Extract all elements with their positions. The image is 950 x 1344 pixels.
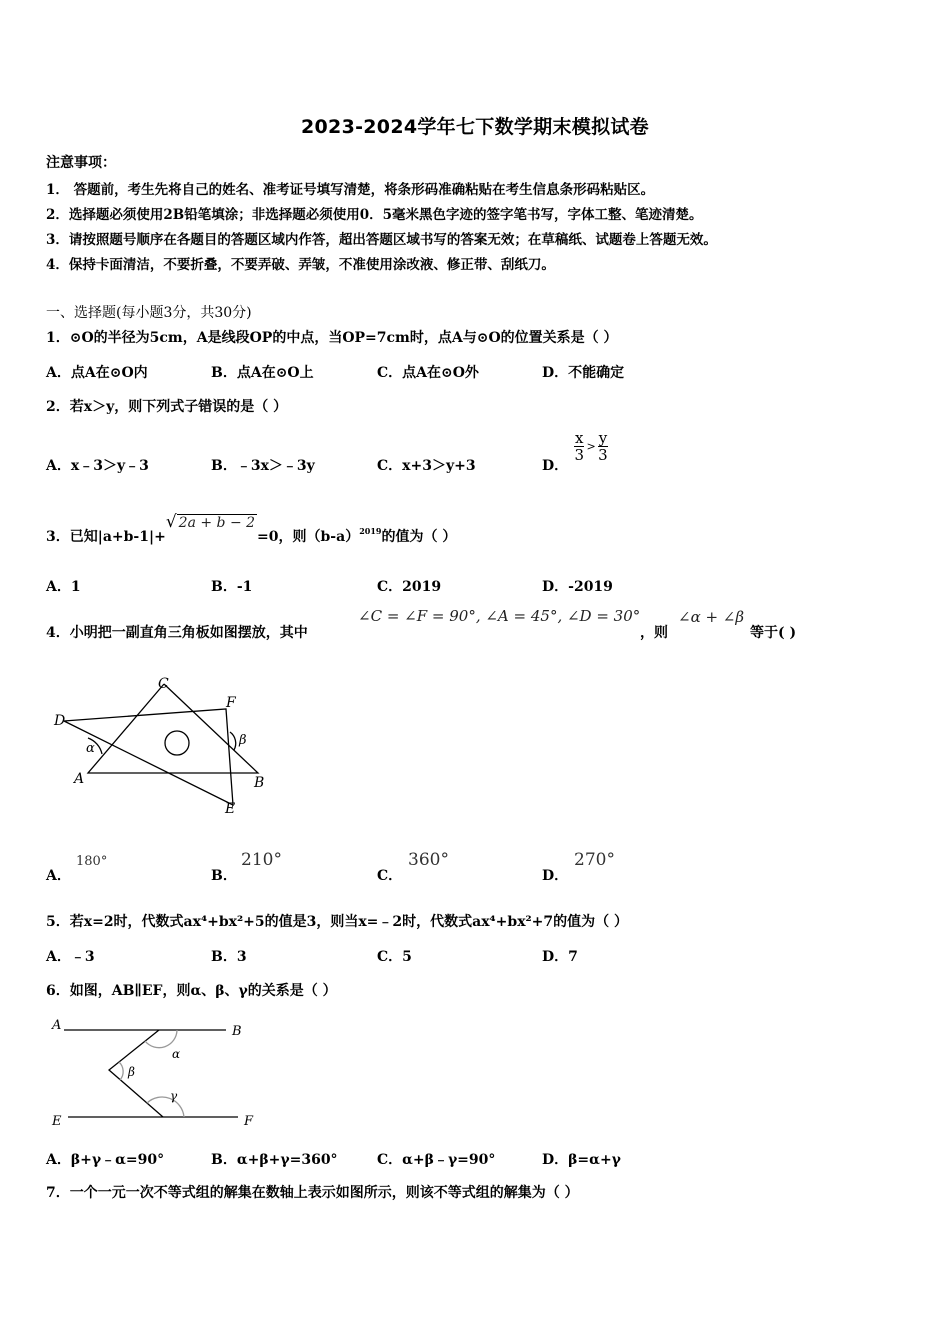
alpha-arc [145,1030,177,1048]
q7-stem: 7．一个一元一次不等式组的解集在数轴上表示如图所示，则该不等式组的解集为（ ） [46,1185,579,1201]
label-c: C [158,676,169,692]
q4-option-a[interactable]: A． [46,868,71,884]
notice-heading: 注意事项： [46,155,116,171]
q2-frac-right-den: 3 [598,446,608,464]
q2-option-b[interactable]: B．﹣3x＞﹣3y [211,458,315,474]
q2-option-a[interactable]: A．x﹣3＞y﹣3 [46,458,149,474]
q2-option-c[interactable]: C．x+3＞y+3 [377,458,476,474]
label-b: B [232,1024,242,1039]
q2-option-d[interactable]: D． [542,458,569,474]
q6-parallel-lines-figure [46,1012,276,1132]
q2-frac-right-num: y [598,429,608,447]
label-beta: β [128,1065,135,1079]
beta-arc [119,1062,123,1080]
q6-option-b[interactable]: B．α+β+γ=360° [211,1152,338,1168]
triangle-def [64,709,233,805]
q4-option-b[interactable]: B． [211,868,237,884]
label-e: E [225,801,236,817]
q4-option-c-value: 360° [408,850,449,870]
q6-option-c[interactable]: C．α+β﹣γ=90° [377,1152,496,1168]
q3-option-a[interactable]: A．1 [46,579,81,595]
q2-frac-left-num: x [575,429,584,447]
label-f: F [244,1114,254,1129]
q4-stem-post: 等于( ) [750,625,797,641]
label-alpha: α [172,1047,181,1061]
q3-option-b[interactable]: B．-1 [211,579,253,595]
label-e: E [52,1114,62,1129]
q1-option-c[interactable]: C．点A在⊙O外 [377,365,479,381]
q1-option-b[interactable]: B．点A在⊙O上 [211,365,314,381]
q3-exponent: 2019 [359,526,382,536]
sqrt-symbol-icon: √ [165,512,177,532]
zigzag-line [109,1030,163,1117]
q4-option-c[interactable]: C． [377,868,403,884]
q5-option-c[interactable]: C．5 [377,949,412,965]
q5-option-a[interactable]: A．﹣3 [46,949,95,965]
q3-radicand: 2a + b − 2 [178,515,256,531]
q4-stem-pre: 4．小明把一副直角三角板如图摆放，其中 [46,625,308,641]
q3-option-d[interactable]: D．-2019 [542,579,613,595]
q2-frac-op: > [586,440,596,453]
label-a: A [52,1018,62,1033]
q4-option-b-value: 210° [241,850,282,870]
label-beta: β [239,733,247,748]
q6-option-d[interactable]: D．β=α+γ [542,1152,621,1168]
label-a: A [74,771,85,787]
q4-expression: ∠α + ∠β [678,608,745,626]
label-alpha: α [86,741,95,756]
label-f: F [226,695,236,711]
q5-option-d[interactable]: D．7 [542,949,578,965]
q3-option-c[interactable]: C．2019 [377,579,442,595]
q4-triangles-figure [50,670,280,820]
q3-stem-post: 的值为（ ） [381,529,457,545]
q5-stem: 5．若x=2时，代数式ax⁴+bx²+5的值是3，则当x=﹣2时，代数式ax⁴+bx²+7的值为（ ） [46,914,629,930]
q4-condition: ∠C = ∠F = 90°, ∠A = 45°, ∠D = 30° [358,607,641,625]
q4-stem-mid: ，则 [640,625,668,641]
q3-stem-pre: 3．已知|a+b-1|+ [46,529,166,545]
label-gamma: γ [170,1089,178,1103]
q1-option-a[interactable]: A．点A在⊙O内 [46,365,148,381]
q2-frac-left-den: 3 [574,446,584,464]
q3-stem-mid: =0，则（b-a） [257,529,360,545]
section-heading: 一、选择题(每小题3分，共30分) [46,305,252,321]
q1-stem: 1．⊙O的半径为5cm，A是线段OP的中点，当OP=7cm时，点A与⊙O的位置关系是（ ） [46,330,618,346]
q3-stem [46,512,457,546]
q2-option-d-expression [574,430,608,463]
q4-option-d-value: 270° [574,850,615,870]
gamma-arc [147,1097,184,1117]
notice-item-1: 1． 答题前，考生先将自己的姓名、准考证号填写清楚，将条形码准确粘贴在考生信息条形码粘贴区。 [46,182,655,198]
q4-option-d[interactable]: D． [542,868,569,884]
notice-item-2: 2．选择题必须使用2B铅笔填涂；非选择题必须使用0．5毫米黑色字迹的签字笔书写，字体工整、笔迹清楚。 [46,207,703,223]
q3-sqrt [166,512,257,532]
q4-option-a-value: 180° [76,854,108,869]
notice-item-4: 4．保持卡面清洁，不要折叠，不要弄破、弄皱，不准使用涂改液、修正带、刮纸刀。 [46,257,555,273]
label-b: B [254,775,265,791]
q2-stem: 2．若x＞y，则下列式子错误的是（ ） [46,399,288,415]
circle-shape [165,731,189,755]
q5-option-b[interactable]: B．3 [211,949,247,965]
q6-stem: 6．如图，AB∥EF，则α、β、γ的关系是（ ） [46,983,337,999]
label-d: D [54,713,66,729]
q6-option-a[interactable]: A．β+γ﹣α=90° [46,1152,165,1168]
q1-option-d[interactable]: D．不能确定 [542,365,625,381]
notice-item-3: 3．请按照题号顺序在各题目的答题区域内作答，超出答题区域书写的答案无效；在草稿纸、试题卷上答题无效。 [46,232,717,248]
page-title: 2023-2024学年七下数学期末模拟试卷 [301,116,649,138]
